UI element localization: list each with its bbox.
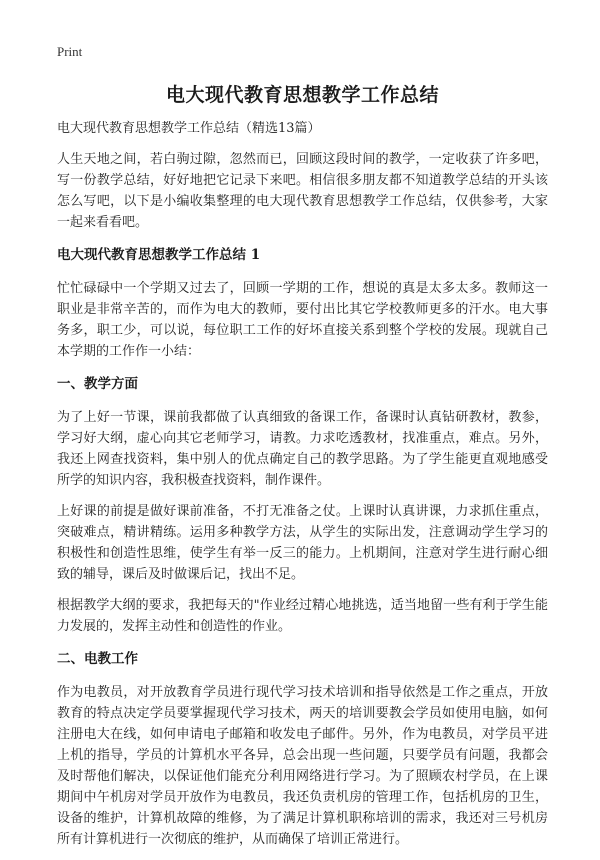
part-heading-av-work: 二、电教工作: [57, 651, 138, 667]
teaching-paragraph-1: 为了上好一节课，课前我都做了认真细致的备课工作，备课时认真钻研教材，教参，学习好大纲，虚心向其它老师学习，请教。力求吃透教材，找准重点，难点。另外，我还上网查找资料，集中别人的优点确定自己的教学思路。为了学生能更直观地感受所学的知识内容，我积极查找资料，制作课件。: [57, 410, 548, 488]
print-link[interactable]: Print: [57, 44, 83, 59]
teaching-paragraph-3: 根据教学大纲的要求，我把每天的"作业经过精心地挑选，适当地留一些有利于学生能力发展的，发挥主动性和创造性的作业。: [57, 598, 548, 634]
teaching-paragraph-2: 上好课的前提是做好课前准备，不打无准备之仗。上课时认真讲课，力求抓住重点，突破难点，精讲精练。运用多种教学方法，从学生的实际出发，注意调动学生学习的积极性和创造性思维，使学生有举一反三的能力。上机期间，注意对学生进行耐心细致的辅导，课后及时做课后记，找出不足。: [57, 504, 548, 582]
av-work-paragraph-1: 作为电教员，对开放教育学员进行现代学习技术培训和指导依然是工作之重点，开放教育的特点决定学员要掌握现代学习技术，两天的培训要教会学员如使用电脑，如何注册电大在线，如何申请电子邮箱和收发电子邮件。另外，作为电教员，对学员平进上机的指导，学员的计算机水平各异，总会出现一些问题，只要学员有问题，我都会及时帮他们解决，以保证他们能充分利用网络进行学习。为了照顾农村学员，在上课期间中午机房对学员开放作为电教员，我还负责机房的管理工作，包括机房的卫生，设备的维护，计算机故障的维修，为了满足计算机职称培训的需求，我还对三号机房所有计算机进行一次彻底的维护，从而确保了培训正常进行。: [57, 685, 548, 847]
section-paragraph: 忙忙碌碌中一个学期又过去了，回顾一学期的工作，想说的真是太多太多。教师这一职业是非常辛苦的，而作为电大的教师，要付出比其它学校教师更多的汗水。电大事务多，职工少，可以说，每位职工工作的好坏直接关系到整个学校的发展。现就自己本学期的工作作一小结：: [57, 281, 548, 359]
part-heading-teaching: 一、教学方面: [57, 376, 138, 392]
document-body: [57, 118, 548, 860]
section-heading: 电大现代教育思想教学工作总结 1: [57, 247, 261, 263]
document-subtitle: 电大现代教育思想教学工作总结（精选13篇）: [57, 121, 321, 136]
intro-paragraph: 人生天地之间，若白驹过隙，忽然而已，回顾这段时间的教学，一定收获了许多吧，写一份教学总结，好好地把它记录下来吧。相信很多朋友都不知道教学总结的开头该怎么写吧，以下是小编收集整理的电大现代教育思想教学工作总结，仅供参考，大家一起来看看吧。: [57, 152, 548, 230]
document-title: 电大现代教育思想教学工作总结: [165, 84, 439, 106]
